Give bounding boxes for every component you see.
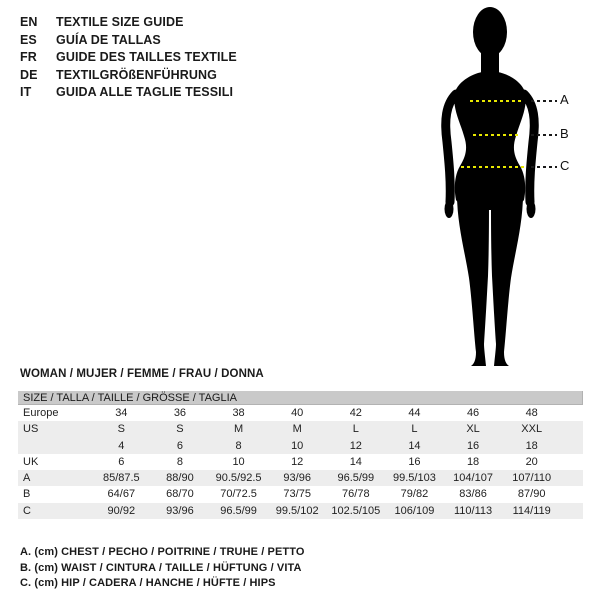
language-row [20,14,237,32]
cell-filler [561,503,583,519]
language-row [20,84,237,102]
row-label: B [23,488,31,501]
language-code: FR [20,50,37,65]
cell: 16 [408,455,421,468]
waist-measure-line [473,134,520,136]
cell: 87/90 [517,488,546,501]
cell: 18 [466,455,480,468]
waist-connector-line [531,134,557,136]
language-title: TEXTILGRÖßENFÜHRUNG [56,67,217,82]
cell-filler [561,405,583,421]
woman-silhouette [420,4,560,366]
hip-measure-line [461,166,526,168]
cell: 40 [291,407,304,419]
language-row [20,67,237,85]
cell-filler [561,438,583,454]
language-title: TEXTILE SIZE GUIDE [56,15,184,29]
cell: M [292,423,302,436]
table-row-waist [18,486,583,502]
cell: 4 [118,439,125,452]
cell: 107/110 [512,472,552,485]
cell: 99.5/102 [275,504,319,517]
language-row [20,49,237,67]
cell: S [176,423,184,436]
table-row-uk [18,454,583,470]
size-table-header: SIZE / TALLA / TAILLE / GRÖSSE / TAGLIA [18,391,583,405]
cell: 93/96 [166,504,194,517]
cell: 46 [466,407,480,419]
table-row-us-numbers [18,438,583,454]
language-title: GUIDE DES TAILLES TEXTILE [56,50,237,65]
chest-connector-line [531,100,557,102]
cell-filler [561,454,583,470]
cell: S [117,423,125,436]
table-row-chest [18,470,583,486]
cell: 110/113 [453,504,493,517]
cell: 90.5/92.5 [215,472,262,485]
cell: XL [466,423,480,436]
legend-chest: A. (cm) CHEST / PECHO / POITRINE / TRUHE / PETTO [20,546,305,558]
language-code: EN [20,15,38,29]
cell: 20 [525,455,538,468]
language-code: IT [20,85,32,100]
cell: 14 [408,439,421,452]
table-row-us-letters [18,421,583,437]
cell: 70/72.5 [220,488,257,501]
cell: 8 [176,455,183,468]
legend-waist: B. (cm) WAIST / CINTURA / TAILLE / HÜFTUNG / VITA [20,561,302,574]
marker-label-b: B [560,126,569,141]
language-list [20,14,237,102]
cell: 85/87.5 [102,472,140,485]
legend-hip: C. (cm) HIP / CADERA / HANCHE / HÜFTE / HIPS [20,577,276,589]
chest-measure-line [470,100,523,102]
marker-label-a: A [560,92,569,107]
cell: 6 [118,455,125,468]
language-code: DE [20,67,38,82]
measurement-legend [20,545,305,592]
cell: 38 [232,407,245,419]
cell: L [411,423,418,436]
cell: 114/119 [512,504,551,517]
cell: 64/67 [107,488,136,501]
cell: XXL [521,423,543,436]
cell: 68/70 [166,488,194,501]
row-label: Europe [23,407,59,419]
table-row-hip [18,503,583,519]
cell: 104/107 [453,472,493,485]
cell: 12 [349,439,362,452]
cell: 10 [232,455,245,468]
cell: 106/109 [394,504,435,517]
row-label: A [23,472,31,485]
section-heading: WOMAN / MUJER / FEMME / FRAU / DONNA [20,368,264,380]
cell: 73/75 [283,488,311,501]
hip-connector-line [531,166,557,168]
cell-filler [561,486,583,502]
cell: 14 [349,455,362,468]
cell: 16 [466,439,480,452]
cell-filler [561,421,583,437]
cell: 36 [173,407,187,419]
row-label [18,438,92,454]
cell: 44 [408,407,421,419]
language-title: GUÍA DE TALLAS [56,32,161,47]
language-code: ES [20,32,37,47]
cell: 93/96 [283,472,311,485]
cell: 102.5/105 [331,504,381,517]
cell: M [233,423,244,436]
cell: 96.5/99 [220,504,257,517]
cell: 42 [349,407,362,419]
row-label: US [23,423,39,436]
cell: L [352,423,359,436]
cell: 90/92 [107,504,136,517]
size-table [18,391,583,519]
cell: 12 [291,455,304,468]
cell: 8 [235,439,242,452]
cell: 88/90 [166,472,194,485]
cell: 18 [525,439,538,452]
language-row [20,32,237,50]
table-row-europe [18,405,583,421]
cell: 76/78 [342,488,370,501]
row-label: C [23,504,31,517]
cell: 99.5/103 [393,472,436,485]
cell-filler [561,470,583,486]
row-label: UK [23,455,39,468]
cell: 48 [525,407,538,419]
cell: 79/82 [400,488,429,501]
marker-label-c: C [560,158,570,173]
cell: 83/86 [459,488,487,501]
cell: 10 [291,439,304,452]
language-title: GUIDA ALLE TAGLIE TESSILI [56,85,234,100]
cell: 96.5/99 [337,472,375,485]
cell: 34 [115,407,128,419]
cell: 6 [176,439,183,452]
